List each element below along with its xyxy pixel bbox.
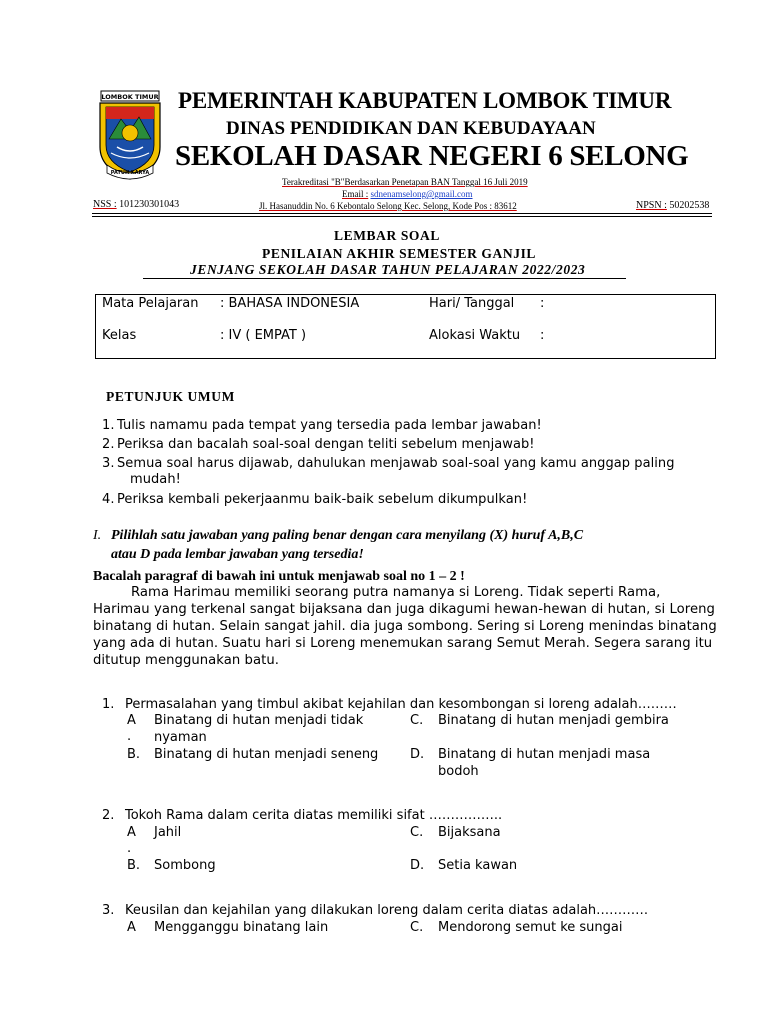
option-text-cont: nyaman <box>154 730 207 745</box>
option-text: Setia kawan <box>438 858 518 873</box>
header-government: PEMERINTAH KABUPATEN LOMBOK TIMUR <box>178 88 672 113</box>
instruction-num: 3. <box>102 456 115 471</box>
option-label: A <box>127 713 136 728</box>
option-text: Mengganggu binatang lain <box>154 920 329 935</box>
school-address: Jl. Hasanuddin No. 6 Kebontalo Selong Kec. Selong, Kode Pos : 83612 <box>259 201 517 211</box>
option-label: D. <box>410 858 425 873</box>
option-text: Mendorong semut ke sungai <box>438 920 623 935</box>
email-link[interactable]: sdnenamselong@gmail.com <box>370 189 473 199</box>
day-value: : <box>540 296 545 311</box>
option-label: B. <box>127 858 141 873</box>
nss-label: NSS : <box>93 199 117 210</box>
paragraph-line: ditutup menggunakan batu. <box>93 653 279 668</box>
header-department: DINAS PENDIDIKAN DAN KEBUDAYAAN <box>226 118 596 139</box>
question-number: 3. <box>102 903 115 918</box>
option-label: C. <box>410 920 424 935</box>
npsn-value: 50202538 <box>669 200 710 211</box>
subject-value: : BAHASA INDONESIA <box>220 296 360 311</box>
option-label: A <box>127 920 136 935</box>
option-text: Binatang di hutan menjadi gembira <box>438 713 669 728</box>
option-text: Sombong <box>154 858 216 873</box>
option-label: B. <box>127 747 141 762</box>
npsn-label: NPSN : <box>636 200 667 211</box>
header-divider-thick <box>92 213 712 214</box>
class-label: Kelas <box>102 328 137 343</box>
question-number: 1. <box>102 697 115 712</box>
option-label: D. <box>410 747 425 762</box>
class-value: : IV ( EMPAT ) <box>220 328 307 343</box>
paragraph-line: binatang di hutan. Selain sangat jahil. dia juga sombong. Sering si Loreng menindas binatang <box>93 619 717 634</box>
header-divider-thin <box>92 216 712 217</box>
nss-value: 101230301043 <box>119 199 180 210</box>
logo-motto: PATUH KARYA <box>110 170 150 176</box>
option-text: Jahil <box>154 825 182 840</box>
question-text: Tokoh Rama dalam cerita diatas memiliki sifat …………….. <box>125 808 503 823</box>
option-label: C. <box>410 713 424 728</box>
email-label: Email : <box>342 189 369 199</box>
instruction-text: Periksa kembali pekerjaanmu baik-baik sebelum dikumpulkan! <box>117 492 528 507</box>
option-label: A <box>127 825 136 840</box>
title-underline <box>143 278 626 279</box>
option-text: Binatang di hutan menjadi seneng <box>154 747 379 762</box>
time-value: : <box>540 328 545 343</box>
section-instruction-line1: Pilihlah satu jawaban yang paling benar dengan cara menyilang (X) huruf A,B,C <box>111 528 584 543</box>
instruction-text: Periksa dan bacalah soal-soal dengan teliti sebelum menjawab! <box>117 437 535 452</box>
instructions-title: PETUNJUK UMUM <box>106 389 235 404</box>
logo-text: LOMBOK TIMUR <box>101 93 159 101</box>
question-text: Keusilan dan kejahilan yang dilakukan loreng dalam cerita diatas adalah………… <box>125 903 649 918</box>
option-text: Bijaksana <box>438 825 501 840</box>
instruction-text: Tulis namamu pada tempat yang tersedia pada lembar jawaban! <box>117 418 542 433</box>
reading-instruction: Bacalah paragraf di bawah ini untuk menjawab soal no 1 – 2 ! <box>93 569 465 584</box>
instruction-text-cont: mudah! <box>130 472 181 487</box>
npsn-number <box>636 200 709 211</box>
instruction-num: 4. <box>102 492 115 507</box>
nss-number <box>93 199 179 210</box>
question-text: Permasalahan yang timbul akibat kejahilan dan kesombongan si loreng adalah……… <box>125 697 677 712</box>
question-number: 2. <box>102 808 115 823</box>
paragraph-line: yang ada di hutan. Suatu hari si Loreng menemukan sarang Semut Merah. Segera sarang itu <box>93 636 713 651</box>
year-title: JENJANG SEKOLAH DASAR TAHUN PELAJARAN 2022/2023 <box>190 262 586 277</box>
header-school-name: SEKOLAH DASAR NEGERI 6 SELONG <box>175 140 689 172</box>
section-instruction-line2: atau D pada lembar jawaban yang tersedia! <box>111 547 364 562</box>
paragraph-line: Harimau yang terkenal sangat bijaksana dan juga dikagumi hewan-hewan di hutan, si Loreng <box>93 602 715 617</box>
subject-label: Mata Pelajaran <box>102 296 199 311</box>
exam-title: PENILAIAN AKHIR SEMESTER GANJIL <box>262 246 537 261</box>
accreditation-text: Terakreditasi "B"Berdasarkan Penetapan BAN Tanggal 16 Juli 2019 <box>282 177 528 187</box>
instruction-text: Semua soal harus dijawab, dahulukan menjawab soal-soal yang kamu anggap paling <box>117 456 675 471</box>
section-number: I. <box>93 528 102 543</box>
option-text-cont: bodoh <box>438 764 479 779</box>
email-line <box>342 189 473 199</box>
option-label-dot: . <box>127 729 132 744</box>
instruction-num: 1. <box>102 418 115 433</box>
option-label: C. <box>410 825 424 840</box>
paragraph-line: Rama Harimau memiliki seorang putra namanya si Loreng. Tidak seperti Rama, <box>131 585 661 600</box>
day-label: Hari/ Tanggal <box>429 296 515 311</box>
school-district-logo <box>97 89 163 181</box>
time-label: Alokasi Waktu <box>429 328 521 343</box>
instruction-num: 2. <box>102 437 115 452</box>
option-text: Binatang di hutan menjadi masa <box>438 747 651 762</box>
sheet-title: LEMBAR SOAL <box>334 228 440 243</box>
option-text: Binatang di hutan menjadi tidak <box>154 713 364 728</box>
option-label-dot: . <box>127 841 132 856</box>
